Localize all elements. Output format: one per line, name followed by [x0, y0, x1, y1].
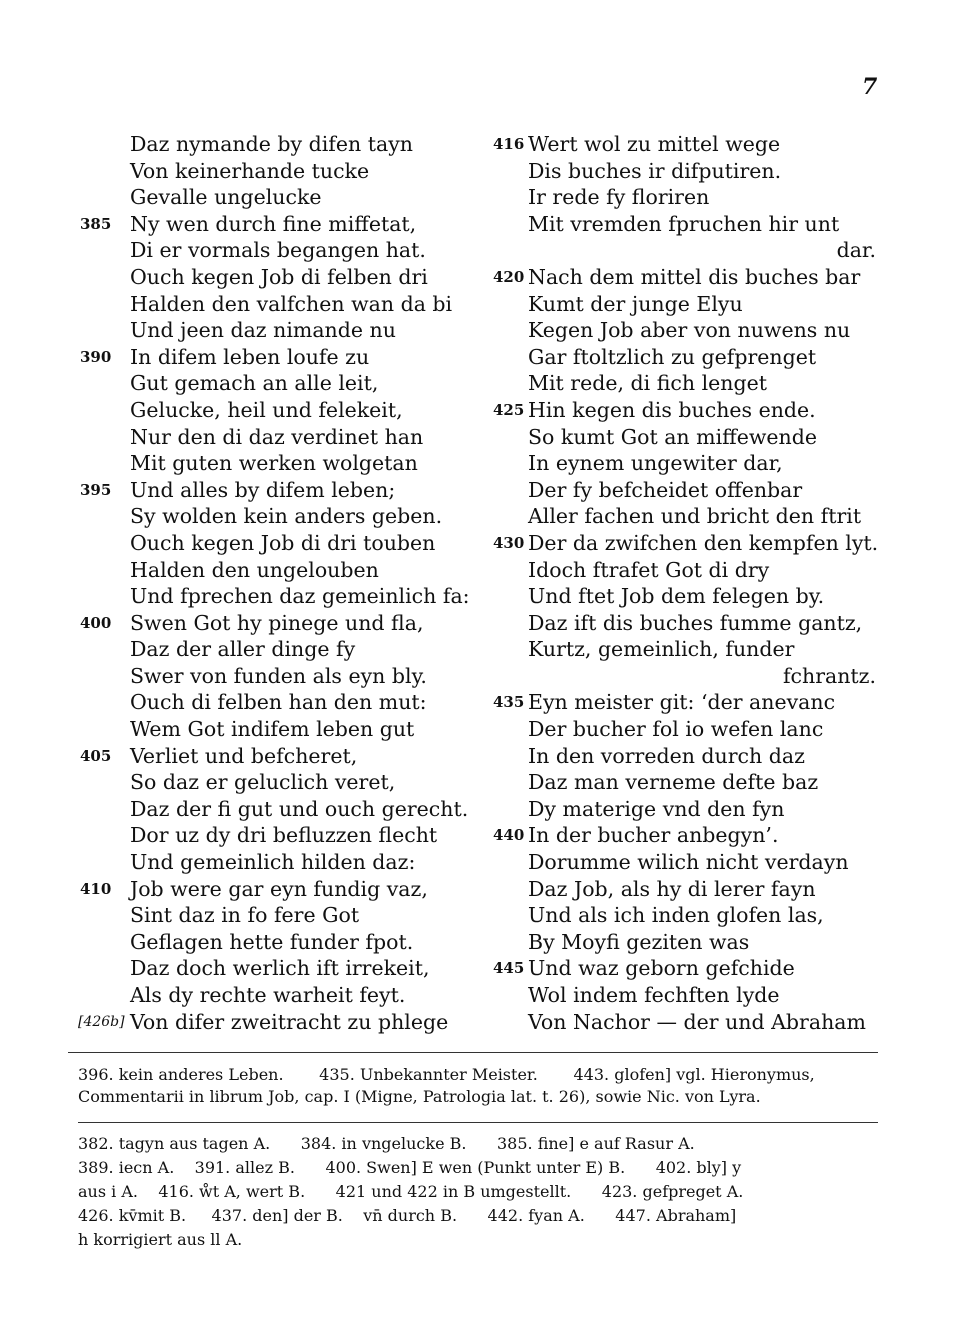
- verse-text: Ouch kegen Job di felben dri: [130, 264, 428, 289]
- verse-line: [488, 716, 888, 743]
- apparatus-line: 389. iecn A. 391. allez B. 400. Swen] E wen (Punkt unter E) B. 402. bly] y: [78, 1158, 742, 1177]
- verse-text: Swer von funden als eyn bly.: [130, 663, 427, 688]
- verse-line: [78, 982, 498, 1009]
- line-number: 400: [80, 613, 112, 632]
- verse-text: In difem leben loufe zu: [130, 344, 370, 369]
- verse-text: Gut gemach an alle leit,: [130, 371, 379, 396]
- verse-line: [78, 158, 498, 185]
- verse-line: [78, 636, 498, 663]
- verse-line: [488, 689, 888, 716]
- verse-text: By Moyfi geziten was: [528, 929, 750, 954]
- verse-line: [488, 902, 888, 929]
- verse-line: [78, 689, 498, 716]
- verse-text: Di er vormals begangen hat.: [130, 238, 426, 263]
- verse-line: [78, 743, 498, 770]
- line-number: 440: [493, 826, 525, 845]
- verse-line: [488, 876, 888, 903]
- verse-text: Nach dem mittel dis buches bar: [528, 264, 861, 289]
- verse-line: [78, 237, 498, 264]
- verse-text: Daz man verneme defte baz: [528, 770, 819, 795]
- verse-line: [488, 796, 888, 823]
- verse-text: Geflagen hette funder fpot.: [130, 929, 414, 954]
- verse-text: Und ftet Job dem felegen by.: [528, 584, 825, 609]
- verse-line: [488, 291, 888, 318]
- verse-text: Mit rede, di fich lenget: [528, 371, 767, 396]
- verse-line: [488, 397, 888, 424]
- line-number: 430: [493, 533, 525, 552]
- apparatus-line: aus i A. 416. ẘt A, wert B. 421 und 422 in B umgestellt. 423. gefpreget A.: [78, 1182, 744, 1201]
- verse-text: Sint daz in fo fere Got: [130, 903, 360, 928]
- verse-text: Kurtz, gemeinlich, funder: [528, 637, 795, 662]
- verse-text: Hin kegen dis buches ende.: [528, 397, 816, 422]
- apparatus-rule: [78, 1122, 878, 1123]
- verse-line: [78, 131, 498, 158]
- verse-line: [488, 583, 888, 610]
- verse-line: [78, 264, 498, 291]
- verse-text: Wert wol zu mittel wege: [528, 132, 781, 156]
- verse-text: fchrantz.: [782, 663, 876, 688]
- verse-text: Halden den valfchen wan da bi: [130, 291, 453, 316]
- verse-line: [488, 477, 888, 504]
- line-number: 416: [493, 135, 525, 153]
- verse-text: In eynem ungewiter dar,: [528, 451, 783, 476]
- verse-text: Und alles by difem leben;: [130, 477, 396, 502]
- verse-text: Eyn meister git: ‘der anevanc: [528, 690, 836, 715]
- verse-line: [488, 636, 888, 663]
- critical-apparatus: [78, 1132, 878, 1252]
- verse-line: [488, 822, 888, 849]
- verse-text: Ouch di felben han den mut:: [130, 690, 427, 715]
- verse-line: [488, 610, 888, 637]
- verse-text: Dis buches ir difputiren.: [528, 158, 782, 183]
- verse-text: Von Nachor — der und Abraham: [528, 1009, 866, 1034]
- verse-text: In den vorreden durch daz: [528, 743, 805, 768]
- verse-line: [78, 450, 498, 477]
- line-number: 425: [493, 400, 525, 419]
- verse-text: Wem Got indifem leben gut: [130, 717, 415, 742]
- verse-text: So daz er geluclich veret,: [130, 770, 396, 795]
- verse-text: Und als ich inden glofen las,: [528, 903, 824, 928]
- line-number: 420: [493, 267, 525, 286]
- verse-line: [488, 184, 888, 211]
- verse-line: [78, 477, 498, 504]
- page-number: 7: [862, 74, 878, 100]
- verse-line: [488, 317, 888, 344]
- verse-text: Daz der fi gut und ouch gerecht.: [130, 796, 469, 821]
- verse-line: [488, 211, 888, 238]
- verse-line: [488, 982, 888, 1009]
- verse-line: [78, 184, 498, 211]
- line-number: 395: [80, 480, 112, 499]
- verse-text: Und gemeinlich hilden daz:: [130, 850, 416, 875]
- right-verse-column: [488, 131, 888, 1035]
- line-number: 435: [493, 693, 525, 712]
- verse-text: So kumt Got an miffewende: [528, 424, 817, 449]
- verse-line: [78, 530, 498, 557]
- verse-line: [78, 370, 498, 397]
- line-number: 410: [80, 879, 112, 898]
- verse-text: Idoch ftrafet Got di dry: [528, 557, 770, 582]
- verse-line: [78, 796, 498, 823]
- verse-line: [488, 929, 888, 956]
- apparatus-line: 382. tagyn aus tagen A. 384. in vngelucke B. 385. fine] e auf Rasur A.: [78, 1134, 695, 1153]
- verse-line: [488, 1009, 888, 1036]
- verse-line: [488, 344, 888, 371]
- line-number: 390: [80, 347, 112, 366]
- verse-line: [78, 822, 498, 849]
- verse-text: Kegen Job aber von nuwens nu: [528, 318, 851, 343]
- verse-line: [78, 557, 498, 584]
- verse-text: dar.: [836, 238, 876, 263]
- verse-line: [78, 1009, 498, 1036]
- footnote-rule: [68, 1052, 878, 1053]
- verse-line: [488, 424, 888, 451]
- verse-text: Und jeen daz nimande nu: [130, 318, 396, 343]
- verse-text: Mit guten werken wolgetan: [130, 451, 418, 476]
- verse-text: Von keinerhande tucke: [130, 158, 370, 183]
- verse-line: [488, 450, 888, 477]
- verse-text: Kumt der junge Elyu: [528, 291, 743, 316]
- verse-line: [78, 317, 498, 344]
- verse-text: Von difer zweitracht zu phlege: [130, 1009, 449, 1034]
- verse-line: [488, 955, 888, 982]
- verse-line: [488, 557, 888, 584]
- verse-line: [488, 370, 888, 397]
- verse-line: [488, 849, 888, 876]
- verse-text: Daz ift dis buches fumme gantz,: [528, 610, 863, 635]
- verse-line: [78, 211, 498, 238]
- verse-text: Daz Job, als hy di lerer fayn: [528, 876, 816, 901]
- verse-line: [78, 876, 498, 903]
- verse-line: [488, 158, 888, 185]
- verse-text: Job were gar eyn fundig vaz,: [130, 876, 428, 901]
- verse-line: [78, 663, 498, 690]
- verse-line: [78, 716, 498, 743]
- left-verse-column: [78, 131, 498, 1035]
- verse-text: Dy materige vnd den fyn: [528, 796, 785, 821]
- verse-text: Gelucke, heil und felekeit,: [130, 397, 403, 422]
- verse-line: [78, 769, 498, 796]
- line-number: 385: [80, 214, 112, 233]
- verse-line: [78, 424, 498, 451]
- apparatus-line: 426. kv̄mit B. 437. den] der B. vn̄ durch B. 442. fyan A. 447. Abraham]: [78, 1206, 737, 1225]
- verse-line: [488, 503, 888, 530]
- verse-text: Und fprechen daz gemeinlich fa:: [130, 584, 470, 609]
- verse-text: Dorumme wilich nicht verdayn: [528, 850, 849, 875]
- verse-text: Und waz geborn gefchide: [528, 956, 795, 981]
- verse-line: [78, 849, 498, 876]
- verse-line: [78, 397, 498, 424]
- verse-text: Nur den di daz verdinet han: [130, 424, 424, 449]
- verse-text: Mit vremden fpruchen hir unt: [528, 211, 840, 236]
- verse-text: Der fy befcheidet offenbar: [528, 477, 803, 502]
- verse-text: Swen Got hy pinege und fla,: [130, 610, 424, 635]
- commentary-notes: [78, 1064, 878, 1108]
- verse-text: In der bucher anbegyn’.: [528, 823, 779, 848]
- verse-text: Verliet und befcheret,: [130, 743, 358, 768]
- apparatus-line: h korrigiert aus ll A.: [78, 1230, 243, 1249]
- commentary-note-line: Commentarii in librum Job, cap. I (Migne, Patrologia lat. t. 26), sowie Nic. von Lyra.: [78, 1087, 761, 1106]
- verse-text: Daz nymande by difen tayn: [130, 132, 413, 156]
- verse-line: [488, 237, 888, 264]
- verse-text: Als dy rechte warheit feyt.: [130, 983, 406, 1007]
- verse-text: Sy wolden kein anders geben.: [130, 504, 443, 529]
- verse-line: [488, 530, 888, 557]
- verse-text: Ny wen durch fine miffetat,: [130, 211, 417, 236]
- verse-text: Halden den ungelouben: [130, 557, 379, 582]
- verse-text: Daz doch werlich ift irrekeit,: [130, 956, 430, 981]
- verse-text: Ir rede fy floriren: [528, 185, 710, 210]
- verse-line: [78, 955, 498, 982]
- verse-text: Wol indem fechften lyde: [528, 983, 780, 1007]
- verse-text: Der bucher fol io wefen lanc: [528, 717, 824, 742]
- verse-line: [78, 291, 498, 318]
- verse-line: [488, 743, 888, 770]
- verse-text: Daz der aller dinge fy: [130, 637, 356, 662]
- line-number: 445: [493, 959, 525, 978]
- verse-text: Dor uz dy dri befluzzen flecht: [130, 823, 438, 848]
- verse-line: [78, 583, 498, 610]
- verse-line: [488, 663, 888, 690]
- verse-line: [78, 902, 498, 929]
- commentary-note-line: 396. kein anderes Leben. 435. Unbekannter Meister. 443. glofen] vgl. Hieronymus,: [78, 1065, 815, 1084]
- verse-text: Gar ftoltzlich zu gefprenget: [528, 344, 817, 369]
- verse-text: Gevalle ungelucke: [130, 185, 322, 210]
- folio-marker: [426b]: [78, 1013, 125, 1030]
- line-number: 405: [80, 746, 112, 765]
- verse-text: Der da zwifchen den kempfen lyt.: [528, 530, 879, 555]
- verse-text: Ouch kegen Job di dri touben: [130, 530, 436, 555]
- verse-line: [78, 344, 498, 371]
- verse-line: [488, 769, 888, 796]
- verse-line: [488, 131, 888, 158]
- verse-line: [78, 503, 498, 530]
- verse-line: [78, 929, 498, 956]
- verse-line: [488, 264, 888, 291]
- verse-line: [78, 610, 498, 637]
- verse-text: Aller fachen und bricht den ftrit: [528, 504, 862, 529]
